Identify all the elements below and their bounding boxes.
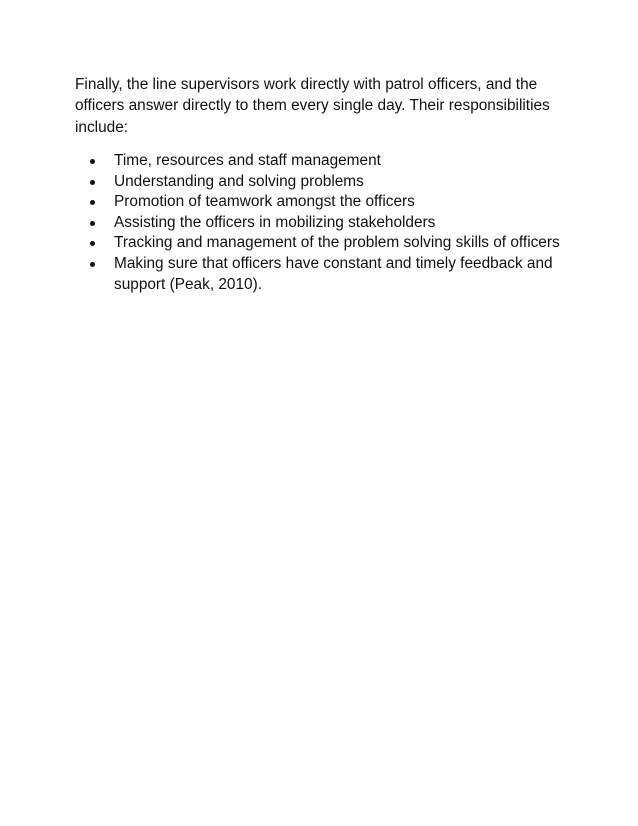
list-item-text: Assisting the officers in mobilizing stakeholders <box>114 213 436 231</box>
bullet-icon <box>90 159 95 164</box>
list-item-text: Promotion of teamwork amongst the officers <box>114 193 415 211</box>
list-item <box>75 192 575 213</box>
list-item-text: Time, resources and staff management <box>114 152 381 169</box>
body-paragraph: Finally, the line supervisors work directly with patrol officers, and the officers answer directly to them every single day. Their responsibilities include: <box>75 76 550 136</box>
list-item <box>75 151 575 172</box>
list-item <box>75 213 575 234</box>
list-item-text: Understanding and solving problems <box>114 172 364 190</box>
bullet-icon <box>90 262 95 267</box>
responsibilities-list <box>75 151 575 295</box>
bullet-icon <box>90 200 95 205</box>
list-item <box>75 233 575 254</box>
bullet-icon <box>90 180 95 185</box>
list-item-text: Making sure that officers have constant and timely feedback and support (Peak, 2010). <box>114 254 553 293</box>
list-item-text: Tracking and management of the problem solving skills of officers <box>114 234 560 252</box>
bullet-icon <box>90 241 95 246</box>
list-item <box>75 254 575 295</box>
list-item <box>75 172 575 193</box>
bullet-icon <box>90 221 95 226</box>
